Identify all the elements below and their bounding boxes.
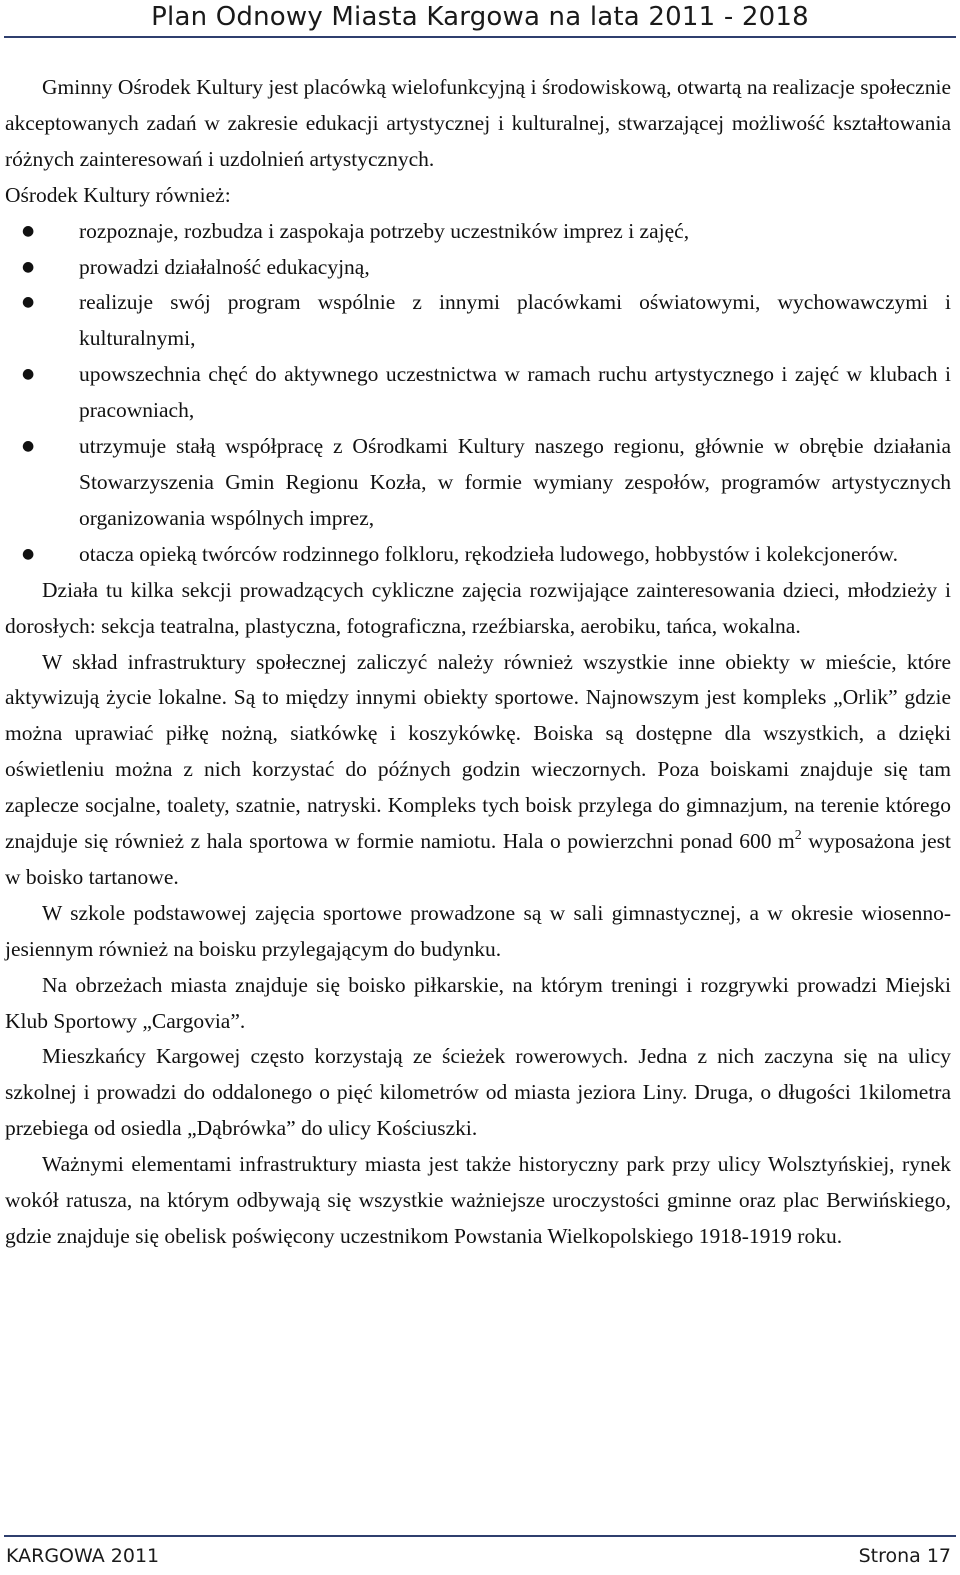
bullet-icon: ● [22,438,35,455]
page-body [5,70,951,1255]
activities-list [5,214,951,573]
page-number: Strona 17 [858,1545,951,1567]
list-item-text: otacza opieką twórców rodzinnego folkloru, rękodzieła ludowego, hobbystów i kolekcjonerów. [79,541,898,566]
list-item [5,537,951,573]
document-title: Plan Odnowy Miasta Kargowa na lata 2011 - 2018 [151,2,809,32]
list-item-text: upowszechnia chęć do aktywnego uczestnictwa w ramach ruchu artystycznego i zajęć w klubach i pracowniach, [79,362,951,423]
paragraph-bike-paths: Mieszkańcy Kargowej często korzystają ze ścieżek rowerowych. Jedna z nich zaczyna się na ulicy szkolnej i prowadzi do oddalonego o pięć kilometrów od miasta jeziora Liny. Druga, o długości 1kilometra przebiega od osiedla „Dąbrówka” do ulicy Kościuszki. [5,1044,951,1141]
paragraph-also-intro: Ośrodek Kultury również: [5,182,231,207]
list-item [5,285,951,357]
list-item [5,357,951,429]
footer-divider [4,1535,956,1537]
list-item-text: realizuje swój program wspólnie z innymi placówkami oświatowymi, wychowawczymi i kulturalnymi, [79,290,951,351]
superscript: 2 [794,828,802,844]
list-item [5,250,951,286]
paragraph-infrastructure-end: wyposażona jest w boisko tartanowe. [5,829,951,889]
bullet-icon: ● [22,294,35,311]
header-divider [4,36,956,38]
paragraph-football-field: Na obrzeżach miasta znajduje się boisko piłkarskie, na którym treningi i rozgrywki prowadzi Miejski Klub Sportowy „Cargovia”. [5,972,951,1033]
bullet-icon: ● [22,258,35,275]
paragraph-primary-school: W szkole podstawowej zajęcia sportowe prowadzone są w sali gimnastycznej, a w okresie wiosenno-jesiennym również na boisku przylegającym do budynku. [5,900,951,961]
paragraph-park-market: Ważnymi elementami infrastruktury miasta jest także historyczny park przy ulicy Wolsztyńskiej, rynek wokół ratusza, na którym odbywają się wszystkie ważniejsze uroczystości gminne oraz plac Berwińskiego, gdzie znajduje się obelisk poświęcony uczestnikom Powstania Wielkopolskiego 1918-1919 roku. [5,1152,951,1248]
paragraph-sections: Działa tu kilka sekcji prowadzących cykliczne zajęcia rozwijające zainteresowania dzieci, młodzieży i dorosłych: sekcja teatralna, plastyczna, fotograficzna, rzeźbiarska, aerobiku, tańca, wokalna. [5,577,951,638]
page-header [0,0,960,38]
list-item-text: rozpoznaje, rozbudza i zaspokaja potrzeby uczestników imprez i zajęć, [79,218,690,243]
bullet-icon: ● [22,366,35,383]
list-item [5,214,951,250]
list-item-text: utrzymuje stałą współpracę z Ośrodkami Kultury naszego regionu, głównie w obrębie działania Stowarzyszenia Gmin Regionu Kozła, w formie wymiany zespołów, programów artystycznych organizowania wspólnych imprez, [79,434,951,530]
bullet-icon: ● [22,545,35,562]
bullet-icon: ● [22,222,35,239]
footer-left: KARGOWA 2011 [6,1545,160,1567]
list-item-text: prowadzi działalność edukacyjną, [79,254,370,279]
list-item [5,429,951,537]
paragraph-infrastructure-text: W skład infrastruktury społecznej zaliczyć należy również wszystkie inne obiekty w mieście, które aktywizują życie lokalne. Są to między innymi obiekty sportowe. Najnowszym jest kompleks „Orlik” gdzie można uprawiać piłkę nożną, siatkówkę i koszykówkę. Boiska są dostępne dla wszystkich, a dzięki oświetleniu można z nich korzystać do późnych godzin wieczornych. Poza boiskami znajduje się tam zaplecze socjalne, toalety, szatnie, natryski. Kompleks tych boisk przylega do gimnazjum, na terenie którego znajduje się również z hala sportowa w formie namiotu. Hala o powierzchni ponad 600 m [5,649,951,854]
paragraph-infrastructure [5,645,951,896]
paragraph-cultural-center: Gminny Ośrodek Kultury jest placówką wielofunkcyjną i środowiskową, otwartą na realizacje społecznie akceptowanych zadań w zakresie edukacji artystycznej i kulturalnej, stwarzającej możliwość kształtowania różnych zainteresowań i uzdolnień artystycznych. [5,75,951,171]
